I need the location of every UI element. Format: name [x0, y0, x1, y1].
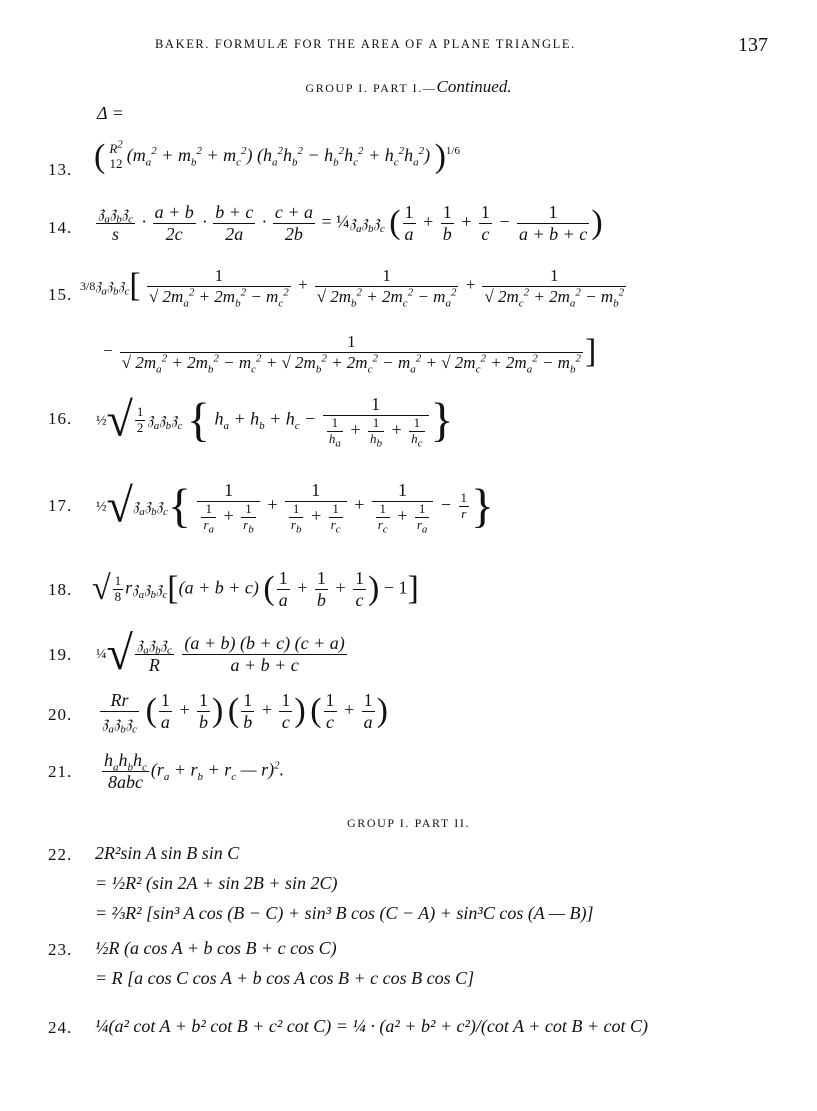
- delta-label: Δ =: [97, 103, 124, 123]
- group-heading-part2: GROUP I. PART II.: [346, 816, 471, 830]
- formula-number: 19.: [48, 645, 73, 664]
- formula-22-line2: = ½R² (sin 2A + sin 2B + sin 2C): [95, 873, 338, 893]
- formula-21: $\frac{h_ah_bh_c}{\text{8abc}}$ ($r_a + r_b + r_c$ — r)$^2$.: [104, 750, 285, 792]
- formula-23-line1: ½R (a cos A + b cos B + c cos C): [95, 938, 337, 958]
- formula-number: 17.: [48, 496, 73, 515]
- formula-15-line2: − 1 √ $2m_a^2 + 2m_b^2 - m_c^2$ + √ $2m_b^2 + 2m_c^2 - m_a^2$ + √ $2m_c^2 + 2m_a^2 - m_b^2$ ]: [102, 332, 597, 375]
- group-heading-part1: [0, 77, 817, 97]
- formula-number: 15.: [48, 285, 73, 304]
- page-number: 137: [738, 34, 768, 56]
- formula-number: 20.: [48, 705, 73, 724]
- group-heading-continued: Continued.: [436, 77, 512, 96]
- formula-number: 14.: [48, 218, 73, 237]
- formula-23-line2: = R [a cos C cos A + b cos A cos B + c cos B cos C]: [95, 968, 475, 988]
- formula-number: 24.: [48, 1018, 73, 1037]
- formula-19: ¼√ $\frac{𝔷_a𝔷_b𝔷_c}{R}$ $\frac{(a + b) (b + c) (c + a)}{a + b + c}$: [96, 627, 345, 680]
- formula-22-line3: = ⅔R² [sin³ A cos (B − C) + sin³ B cos (C − A) + sin³C cos (A — B)]: [95, 903, 594, 923]
- formula-13: ( $R^2$ 12 $(m_a^2 + m_b^2 + m_c^2) (h_a^2h_b^2 - h_b^2h_c^2 + h_c^2h_a^2)$ )$^{1/6}$: [94, 138, 460, 175]
- formula-14: $\frac{𝔷_a𝔷_b𝔷_c}{s}$ · $\frac{a + b}{2c}$ · $\frac{b + c}{2a}$ · $\frac{c + a}{2b}$ = ¼𝔷$_a$𝔷$_b$𝔷$_c$ ( $\frac{1}{a}$ + $\frac{1}{b}$ + $\frac{1}{c}$ − $\frac{1}{a + b + c}$ ): [98, 202, 603, 244]
- formula-18: √ $\frac{1}{8}$ r𝔷$_a$𝔷$_b$𝔷$_c$[(a + b + c) ( $\frac{1}{a}$ + $\frac{1}{b}$ + $\frac{1}{c}$ ) − 1]: [92, 568, 419, 610]
- formula-20: $\frac{Rr}{𝔷_a𝔷_b𝔷_c}$ ( $\frac{1}{a}$ + $\frac{1}{b}$ ) ( $\frac{1}{b}$ + $\frac{1}{c}$ ) ( $\frac{1}{c}$ + $\frac{1}{a}$ ): [102, 690, 388, 736]
- running-title: BAKER. FORMULÆ FOR THE AREA OF A PLANE TRIANGLE.: [155, 37, 576, 51]
- group-heading-text: GROUP I. PART I.—: [305, 81, 437, 95]
- formula-number: 13.: [48, 160, 73, 179]
- formula-number: 23.: [48, 940, 73, 959]
- formula-24: ¼(a² cot A + b² cot B + c² cot C) = ¼ · (a² + b² + c²)/(cot A + cot B + cot C): [95, 1016, 648, 1036]
- formula-22-line1: 2R²sin A sin B sin C: [95, 843, 240, 863]
- formula-number: 21.: [48, 762, 73, 781]
- formula-number: 22.: [48, 845, 73, 864]
- formula-number: 16.: [48, 409, 73, 428]
- formula-number: 18.: [48, 580, 73, 599]
- formula-15-line1: 3/8𝔷$_a$𝔷$_b$𝔷$_c$[ $\frac{1}{√ 2m_a^2 + 2m_b^2 - m_c^2}$ + $\frac{1}{√ 2m_b^2 + 2m_c^2 - m_a^2}$ + $\frac{1}{√ 2m_c^2 + 2m_a^2 - m_b^2}$: [80, 266, 625, 309]
- formula-17: ½√𝔷$_a$𝔷$_b$𝔷$_c${ 1 $\frac{1}{r_a}$ + $\frac{1}{r_b}$ + 1 $\frac{1}{r_b}$ + $\frac{1}{r_c}$ + 1 $\frac{1}{r_c}$ + $\frac{1}{r_a}$ − $\frac{1}{r}$ }: [96, 479, 495, 536]
- formula-16: ½√ $\frac{1}{2}$ 𝔷$_a$𝔷$_b$𝔷$_c$ { $h_a + h_b + h_c$ − 1 $\frac{1}{h_a}$ + $\frac{1}{h_b}$ + $\frac{1}{h_c}$ }: [96, 393, 454, 450]
